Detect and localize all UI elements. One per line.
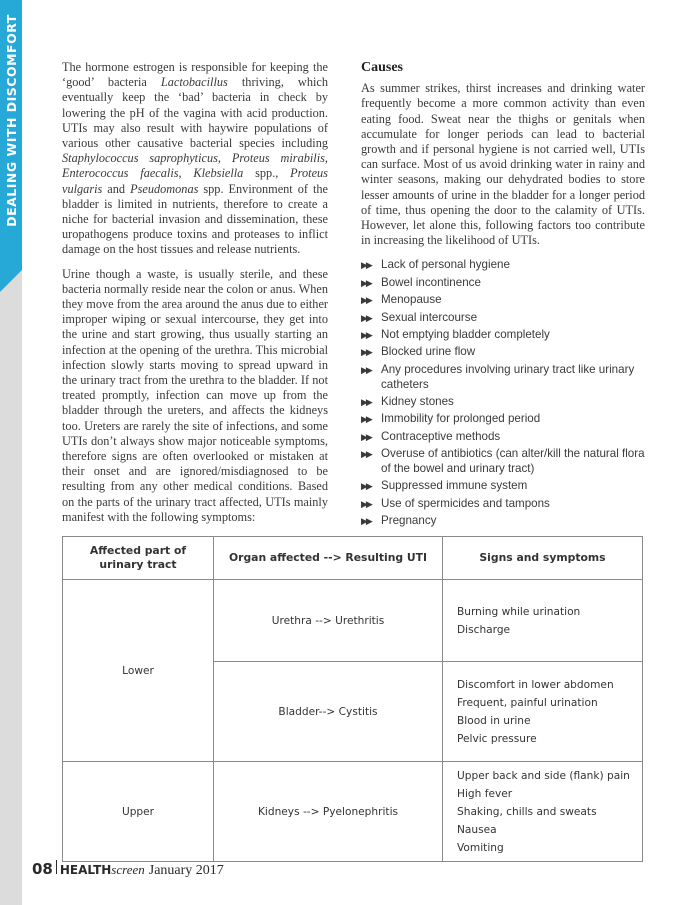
double-arrow-bullet-icon: ▶▶ <box>361 330 371 340</box>
symptom-item: Shaking, chills and sweats <box>457 805 597 818</box>
table-row <box>63 580 643 662</box>
page-footer <box>32 860 224 879</box>
double-arrow-bullet-icon: ▶▶ <box>361 347 371 358</box>
double-arrow-bullet-icon: ▶▶ <box>361 414 371 425</box>
text-run: spp. Environment of the bladder is limited in nutrients, therefore to create a niche for bacterial invasion and dissemination, these uropathogens produce toxins and proteases to inflict damage on the host tissues and release nutrients. <box>62 181 328 257</box>
cause-item <box>361 497 645 512</box>
section-label-text: DEALING WITH DISCOMFORT <box>3 13 19 227</box>
left-column <box>62 60 328 534</box>
symptom-item: Discomfort in lower abdomen <box>457 678 614 691</box>
cause-item <box>361 293 645 308</box>
section-label <box>0 10 22 230</box>
affected-part-cell: Upper <box>63 762 214 862</box>
double-arrow-bullet-icon: ▶▶ <box>361 312 371 323</box>
cause-text: Use of spermicides and tampons <box>381 496 550 510</box>
header-symptoms: Signs and symptoms <box>443 537 643 580</box>
organ-cell: Bladder--> Cystitis <box>214 662 443 762</box>
text-run: spp., <box>243 166 291 181</box>
cause-text: Immobility for prolonged period <box>381 412 541 426</box>
paragraph-estrogen <box>62 60 328 258</box>
organ-cell: Kidneys --> Pyelonephritis <box>214 762 443 862</box>
symptoms-cell <box>443 662 643 762</box>
cause-text: Lack of personal hygiene <box>381 258 510 272</box>
paragraph-urine: Urine though a waste, is usually sterile, and these bacteria normally reside near the colon or anus. When they move from the area around the anus due to either improper wiping or sexual intercourse, they get into the urine and start growing, thus usually starting an infection at the opening of the urethra. This microbial infection slowly starts moving to spread upward in the urinary tract from the urethra to the bladder. If not treated promptly, infection can move up from the bladder through the ureters, and affects the kidneys too. Ureters are rarely the site of infections, and some UTIs don’t always show major noticeable symptoms, therefore signs are often overlooked or mistaken at their onset and are ignored/misdiagnosed to be resulting from any other medical conditions. Based on the parts of the urinary tract affected, UTIs mainly manifest with the following symptoms: <box>62 266 328 524</box>
affected-part-cell: Lower <box>63 580 214 762</box>
magazine-name-bold: HEALTH <box>59 863 112 877</box>
double-arrow-bullet-icon: ▶▶ <box>361 277 371 288</box>
header-organ: Organ affected --> Resulting UTI <box>214 537 443 580</box>
symptoms-cell <box>443 580 643 662</box>
symptom-item: Blood in urine <box>457 714 531 727</box>
right-column <box>361 60 645 532</box>
cause-item <box>361 258 645 273</box>
symptom-item: Frequent, painful urination <box>457 696 598 709</box>
symptom-item: Vomiting <box>457 841 504 854</box>
cause-text: Kidney stones <box>381 394 454 408</box>
cause-item <box>361 345 645 360</box>
symptom-item: Discharge <box>457 623 511 636</box>
double-arrow-bullet-icon: ▶▶ <box>361 364 371 375</box>
cause-item <box>361 447 645 477</box>
cause-item <box>361 479 645 494</box>
cause-text: Sexual intercourse <box>381 310 478 324</box>
species-name: Proteus vulgaris <box>62 166 328 196</box>
table-header-row <box>63 537 643 580</box>
footer-divider <box>56 860 57 874</box>
causes-heading: Causes <box>361 60 404 75</box>
double-arrow-bullet-icon: ▶▶ <box>361 431 371 442</box>
cause-text: Contraceptive methods <box>381 429 501 443</box>
double-arrow-bullet-icon: ▶▶ <box>361 449 371 460</box>
symptom-item: Burning while urination <box>457 605 581 618</box>
symptoms-cell <box>443 762 643 862</box>
cause-item <box>361 311 645 326</box>
table-row <box>63 762 643 862</box>
species-name: Staphylococcus saprophyticus, Proteus mirabilis, Enterococcus faecalis, Klebsiella <box>62 151 328 181</box>
cause-item <box>361 395 645 410</box>
cause-text: Any procedures involving urinary tract like urinary catheters <box>381 362 635 391</box>
cause-text: Pregnancy <box>381 514 437 528</box>
header-affected-part: Affected part of urinary tract <box>63 537 214 580</box>
cause-text: Menopause <box>381 293 442 307</box>
double-arrow-bullet-icon: ▶▶ <box>361 498 371 509</box>
double-arrow-bullet-icon: ▶▶ <box>361 516 371 527</box>
species-name: Lactobacillus <box>160 75 228 90</box>
symptom-item: High fever <box>457 787 513 800</box>
cause-item <box>361 412 645 427</box>
page-number: 08 <box>32 860 53 878</box>
uti-table <box>62 536 643 862</box>
symptom-item: Pelvic pressure <box>457 732 537 745</box>
cause-text: Bowel incontinence <box>381 275 481 289</box>
cause-text: Not emptying bladder completely <box>381 328 550 341</box>
cause-item <box>361 430 645 445</box>
species-name: Pseudomonas <box>130 181 199 196</box>
double-arrow-bullet-icon: ▶▶ <box>361 481 371 492</box>
cause-item <box>361 276 645 291</box>
causes-intro: As summer strikes, thirst increases and drinking water frequently become a more common activity than even eating food. Sweat near the thighs or genitals when accumulate for longer periods can lead to bacterial growth and if personal hygiene is not carried well, UTIs can surface. Most of us avoid drinking water in rainy and winter seasons, making our dehydrated bodies to store lesser amounts of urine in the bladder for a longer period of time, thus opening the door to the calamity of UTIs. However, let alone this, following factors too contribute in increasing the likelihood of UTIs. <box>361 81 645 248</box>
cause-item <box>361 328 645 343</box>
text-run: thriving, which eventually keep the ‘bad’ bacteria in check by lowering the pH of the vagina with acid production. UTIs may also result with haywire populations of various other causative bacterial species including <box>62 75 328 151</box>
symptom-item: Nausea <box>457 823 497 836</box>
causes-list <box>361 258 645 528</box>
text-run: and <box>102 181 131 196</box>
cause-item <box>361 514 645 529</box>
cause-text: Suppressed immune system <box>381 479 528 493</box>
double-arrow-bullet-icon: ▶▶ <box>361 396 371 407</box>
organ-cell: Urethra --> Urethritis <box>214 580 443 662</box>
cause-text: Overuse of antibiotics (can alter/kill the natural flora of the bowel and urinary tract) <box>381 447 645 475</box>
text-run: The hormone estrogen is responsible for keeping the ‘good’ bacteria <box>62 60 328 90</box>
symptom-item: Upper back and side (flank) pain <box>457 769 630 782</box>
double-arrow-bullet-icon: ▶▶ <box>361 260 371 271</box>
double-arrow-bullet-icon: ▶▶ <box>361 295 371 306</box>
cause-item <box>361 363 645 393</box>
magazine-name-script: screen <box>111 862 145 877</box>
cause-text: Blocked urine flow <box>381 345 476 359</box>
issue-date: January 2017 <box>148 863 224 878</box>
